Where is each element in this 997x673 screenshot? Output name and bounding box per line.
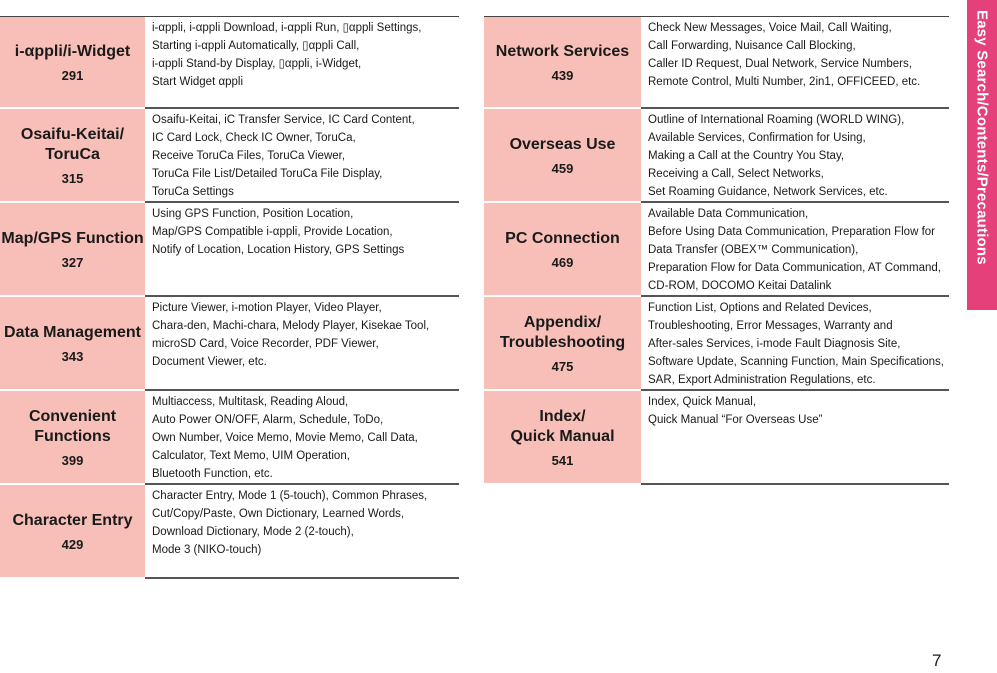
description-line: i-αppli Stand-by Display, ▯αppli, i-Widget,: [152, 58, 362, 70]
description-line: microSD Card, Voice Recorder, PDF Viewer,: [152, 338, 379, 350]
description-line: Index, Quick Manual,: [648, 396, 757, 408]
description-line: Osaifu-Keitai, iC Transfer Service, IC Card Content,: [152, 114, 415, 126]
description-line: Map/GPS Compatible i-αppli, Provide Location,: [152, 226, 393, 238]
category-page-number: 343: [61, 348, 84, 364]
category-description: [641, 109, 949, 201]
category-title: Network Services: [495, 42, 630, 60]
category-page-number: 327: [61, 254, 84, 270]
description-line: Auto Power ON/OFF, Alarm, Schedule, ToDo,: [152, 414, 384, 426]
description-line: Cut/Copy/Paste, Own Dictionary, Learned Words,: [152, 508, 405, 520]
category-cell[interactable]: [484, 203, 641, 297]
category-cell[interactable]: [0, 17, 145, 109]
category-description: [145, 391, 459, 483]
category-description: [641, 391, 949, 483]
category-page-number: 541: [551, 452, 574, 468]
description-line: SAR, Export Administration Regulations, etc.: [648, 374, 876, 386]
description-line: Picture Viewer, i-motion Player, Video Player,: [152, 302, 382, 314]
contents-row: [484, 391, 949, 485]
category-title: Osaifu-Keitai/ ToruCa: [20, 125, 125, 163]
description-line: Starting i-αppli Automatically, ▯αppli Call,: [152, 40, 360, 52]
description-line: Multiaccess, Multitask, Reading Aloud,: [152, 396, 349, 408]
description-line: Mode 3 (NIKO-touch): [152, 544, 262, 556]
category-cell[interactable]: [484, 109, 641, 203]
contents-row: [0, 203, 459, 297]
description-line: ToruCa Settings: [152, 186, 234, 198]
category-description: [641, 17, 949, 107]
description-line: Bluetooth Function, etc.: [152, 468, 273, 480]
category-cell[interactable]: [484, 391, 641, 485]
category-page-number: 429: [61, 536, 84, 552]
description-line: ToruCa File List/Detailed ToruCa File Display,: [152, 168, 383, 180]
category-page-number: 439: [551, 67, 574, 83]
page-number: 7: [932, 651, 942, 670]
description-line: Available Services, Confirmation for Using,: [648, 132, 866, 144]
contents-row: [0, 17, 459, 109]
description-line: After-sales Services, i-mode Fault Diagnosis Site,: [648, 338, 901, 350]
description-line: Data Transfer (OBEX™ Communication),: [648, 244, 859, 256]
category-page-number: 315: [61, 170, 84, 186]
contents-row: [0, 485, 459, 579]
contents-row: [0, 109, 459, 203]
category-page-number: 475: [551, 358, 574, 374]
category-page-number: 459: [551, 160, 574, 176]
contents-row: [484, 297, 949, 391]
category-description: [641, 203, 949, 295]
description-line: Character Entry, Mode 1 (5-touch), Common Phrases,: [152, 490, 428, 502]
category-description: [641, 297, 949, 389]
category-title: Appendix/ Troubleshooting: [499, 313, 626, 351]
description-line: Download Dictionary, Mode 2 (2-touch),: [152, 526, 354, 538]
category-description: [145, 109, 459, 201]
category-cell[interactable]: [0, 391, 145, 485]
contents-row: [484, 17, 949, 109]
category-title: Data Management: [4, 323, 141, 341]
description-line: Chara-den, Machi-chara, Melody Player, Kisekae Tool,: [152, 320, 430, 332]
category-page-number: 469: [551, 254, 574, 270]
description-line: IC Card Lock, Check IC Owner, ToruCa,: [152, 132, 356, 144]
description-line: Preparation Flow for Data Communication, AT Command,: [648, 262, 941, 274]
category-title: Convenient Functions: [28, 407, 117, 445]
description-line: Software Update, Scanning Function, Main Specifications,: [648, 356, 944, 368]
contents-row: [0, 391, 459, 485]
description-line: Receive ToruCa Files, ToruCa Viewer,: [152, 150, 346, 162]
description-line: Set Roaming Guidance, Network Services, etc.: [648, 186, 888, 198]
description-line: Receiving a Call, Select Networks,: [648, 168, 824, 180]
right-contents-column: [484, 16, 949, 485]
contents-row: [0, 297, 459, 391]
category-title: PC Connection: [505, 229, 620, 247]
description-line: Using GPS Function, Position Location,: [152, 208, 354, 220]
description-line: Function List, Options and Related Devices,: [648, 302, 872, 314]
description-line: Troubleshooting, Error Messages, Warranty and: [648, 320, 893, 332]
category-cell[interactable]: [0, 109, 145, 203]
category-page-number: 399: [61, 452, 84, 468]
description-line: Start Widget αppli: [152, 76, 244, 88]
description-line: Remote Control, Multi Number, 2in1, OFFICEED, etc.: [648, 76, 921, 88]
category-cell[interactable]: [484, 17, 641, 109]
category-cell[interactable]: [0, 297, 145, 391]
description-line: Own Number, Voice Memo, Movie Memo, Call Data,: [152, 432, 418, 444]
description-line: Making a Call at the Country You Stay,: [648, 150, 845, 162]
description-line: Calculator, Text Memo, UIM Operation,: [152, 450, 350, 462]
left-contents-column: [0, 16, 459, 579]
category-title: Index/ Quick Manual: [510, 407, 615, 445]
description-line: Check New Messages, Voice Mail, Call Waiting,: [648, 22, 892, 34]
category-title: i-αppli/i-Widget: [14, 42, 131, 60]
description-line: CD-ROM, DOCOMO Keitai Datalink: [648, 280, 832, 292]
category-title: Overseas Use: [509, 135, 616, 153]
description-line: Notify of Location, Location History, GPS Settings: [152, 244, 405, 256]
category-description: [145, 17, 459, 107]
category-title: Map/GPS Function: [1, 229, 144, 247]
description-line: Outline of International Roaming (WORLD WING),: [648, 114, 905, 126]
contents-row: [484, 109, 949, 203]
category-cell[interactable]: [484, 297, 641, 391]
description-line: i-αppli, i-αppli Download, i-αppli Run, ▯αppli Settings,: [152, 22, 422, 34]
section-title: Easy Search/Contents/Precautions: [973, 10, 991, 265]
description-line: Available Data Communication,: [648, 208, 809, 220]
category-description: [145, 485, 459, 577]
description-line: Before Using Data Communication, Preparation Flow for: [648, 226, 935, 238]
category-description: [145, 203, 459, 295]
category-cell[interactable]: [0, 485, 145, 579]
section-side-label: [967, 0, 997, 310]
contents-row: [484, 203, 949, 297]
category-cell[interactable]: [0, 203, 145, 297]
category-title: Character Entry: [12, 511, 133, 529]
description-line: Call Forwarding, Nuisance Call Blocking,: [648, 40, 856, 52]
description-line: Quick Manual “For Overseas Use”: [648, 414, 823, 426]
description-line: Caller ID Request, Dual Network, Service Numbers,: [648, 58, 912, 70]
category-page-number: 291: [61, 67, 84, 83]
description-line: Document Viewer, etc.: [152, 356, 267, 368]
category-description: [145, 297, 459, 389]
